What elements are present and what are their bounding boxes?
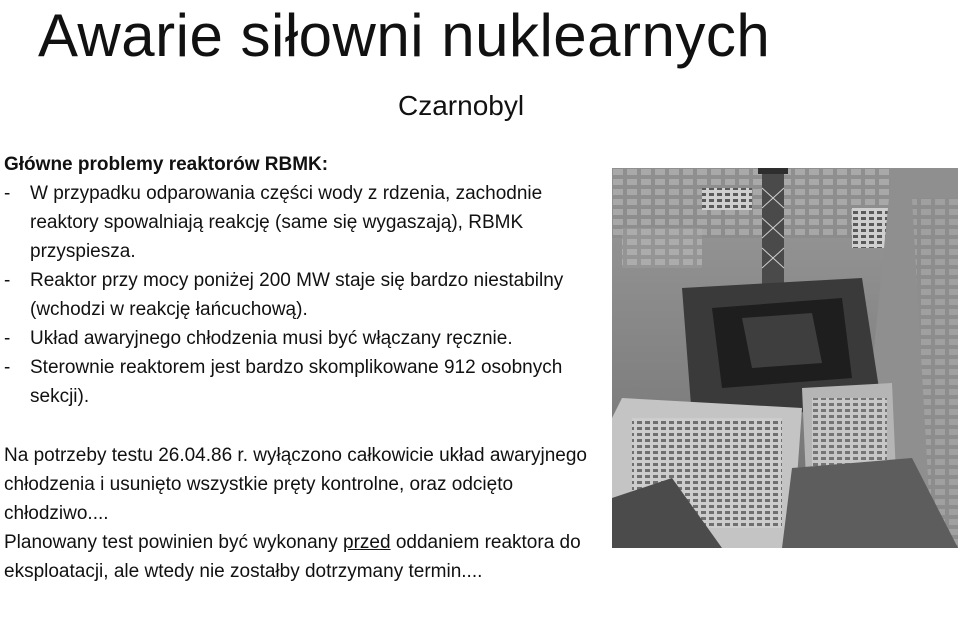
deadline-underlined-word: przed xyxy=(343,532,391,553)
list-item xyxy=(4,266,594,324)
deadline-paragraph xyxy=(4,528,594,586)
deadline-text-after: oddaniem reaktora do eksploatacji, ale wtedy nie zostałby dotrzymany termin.... xyxy=(4,532,581,582)
list-item-text: Sterownie reaktorem jest bardzo skomplikowane 912 osobnych sekcji). xyxy=(30,357,563,407)
slide-title: Awarie siłowni nuklearnych xyxy=(38,2,771,69)
slide-content xyxy=(4,150,594,586)
bullet-dash: - xyxy=(4,183,11,204)
bullet-dash: - xyxy=(4,328,11,349)
chernobyl-reactor-photo xyxy=(612,168,958,548)
deadline-text-before: Planowany test powinien być wykonany xyxy=(4,532,344,553)
problems-heading: Główne problemy reaktorów RBMK: xyxy=(4,154,329,175)
bullet-dash: - xyxy=(4,357,11,378)
list-item xyxy=(4,179,594,266)
list-item xyxy=(4,353,594,411)
slide-subtitle: Czarnobyl xyxy=(398,90,525,121)
list-item-text: W przypadku odparowania części wody z rdzenia, zachodnie reaktory spowalniają reakcję (same się wygaszają), RBMK przyspiesza. xyxy=(30,183,543,262)
test-paragraph: Na potrzeby testu 26.04.86 r. wyłączono całkowicie układ awaryjnego chłodzenia i usunięto wszystkie pręty kontrolne, oraz odcięto chłodziwo.... xyxy=(4,445,587,524)
bullet-dash: - xyxy=(4,270,11,291)
list-item-text: Układ awaryjnego chłodzenia musi być włączany ręcznie. xyxy=(30,328,513,349)
problems-list xyxy=(4,179,594,411)
list-item-text: Reaktor przy mocy poniżej 200 MW staje się bardzo niestabilny (wchodzi w reakcję łańcuchową). xyxy=(30,270,564,320)
list-item xyxy=(4,324,594,353)
